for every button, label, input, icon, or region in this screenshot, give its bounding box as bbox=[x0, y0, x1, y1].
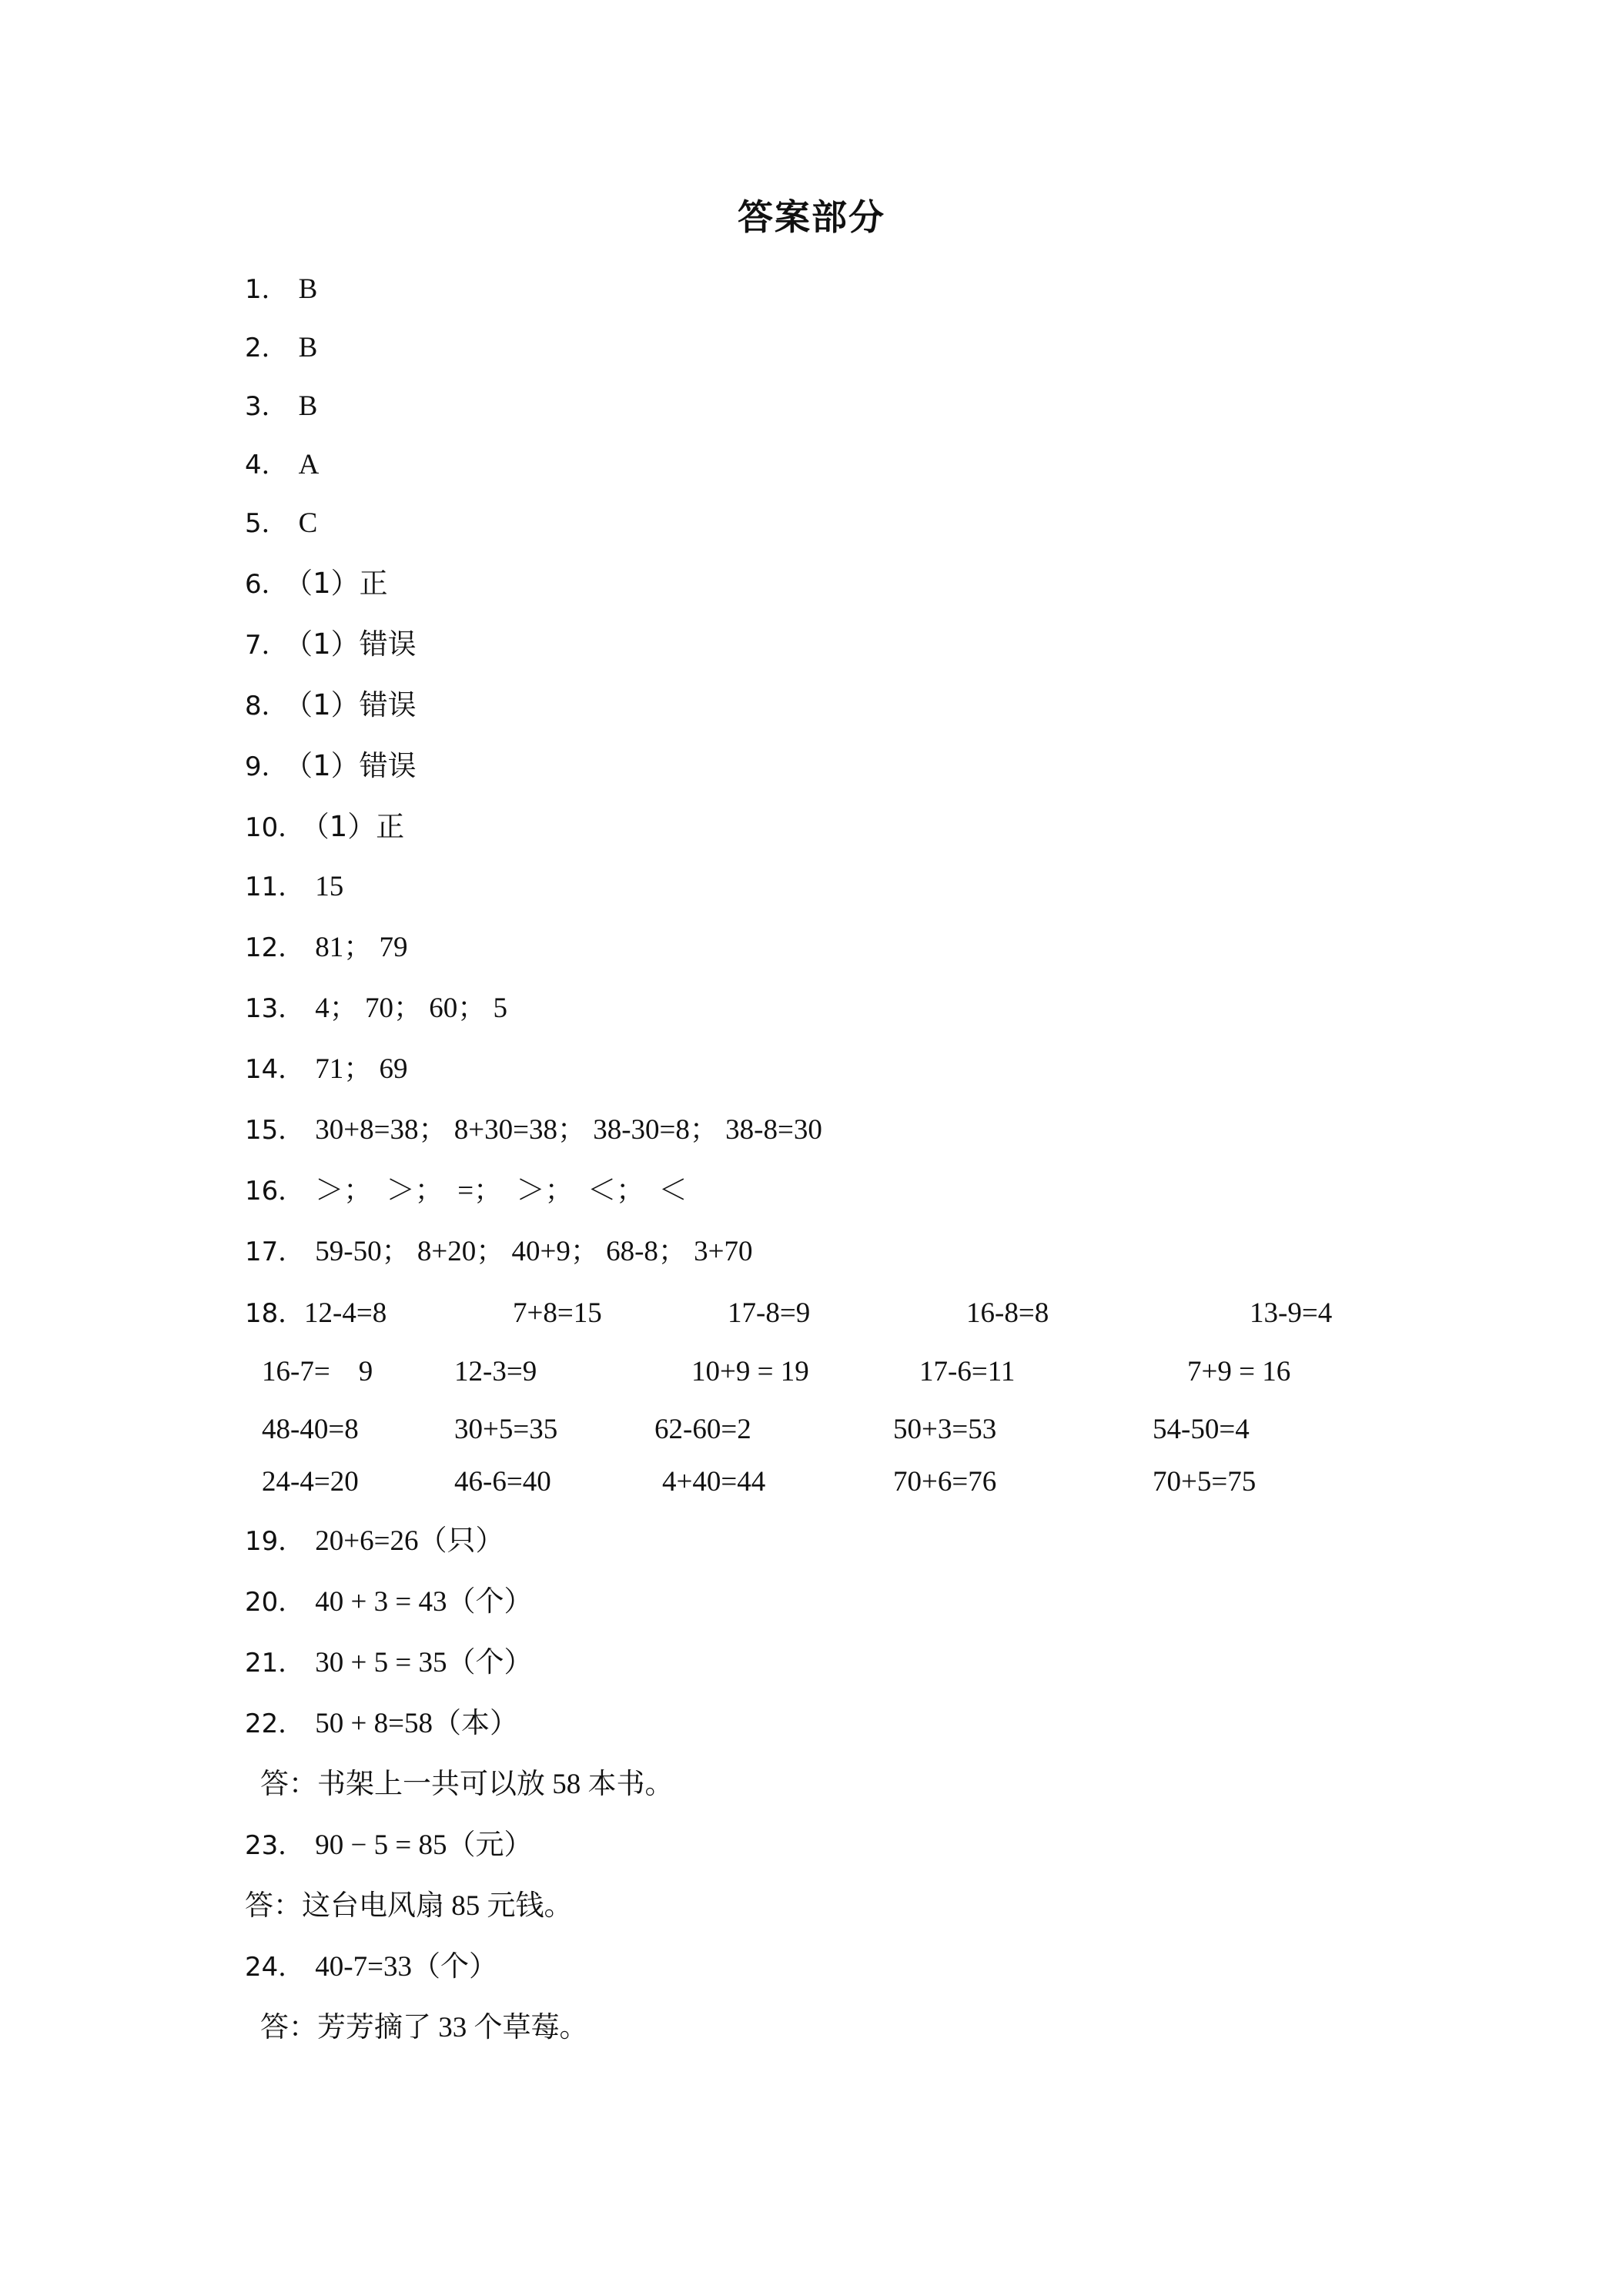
answer-number: 17． bbox=[245, 1237, 305, 1267]
grid-cell: 24-4=20 bbox=[262, 1466, 359, 1498]
answer-line bbox=[245, 1644, 533, 1682]
answer-line bbox=[245, 1705, 518, 1743]
answer-number: 11． bbox=[245, 872, 305, 902]
answer-line bbox=[245, 989, 507, 1028]
answer-line bbox=[245, 387, 317, 426]
answer-text: 90 − 5 = 85（元） bbox=[315, 1829, 533, 1861]
answer-line bbox=[245, 270, 317, 309]
answer-line bbox=[245, 868, 343, 906]
answer-number: 16． bbox=[245, 1176, 305, 1207]
answer-text: （1）错误 bbox=[298, 628, 417, 661]
grid-cell: 70+6=76 bbox=[893, 1466, 997, 1498]
answer-note bbox=[245, 1887, 573, 1926]
answer-line bbox=[245, 504, 317, 543]
answer-text: 30 + 5 = 35（个） bbox=[315, 1647, 533, 1678]
grid-cell: 13-9=4 bbox=[1250, 1297, 1333, 1329]
page-title: 答案部分 bbox=[738, 196, 885, 238]
grid-cell: 46-6=40 bbox=[454, 1466, 551, 1498]
grid-cell: 70+5=75 bbox=[1153, 1466, 1257, 1498]
answer-line bbox=[245, 808, 404, 847]
grid-cell: 7+8=15 bbox=[513, 1297, 602, 1329]
grid-cell: 17-6=11 bbox=[919, 1356, 1016, 1387]
answer-text: 71； 69 bbox=[315, 1053, 408, 1085]
answer-number: 19． bbox=[245, 1526, 305, 1557]
answer-line bbox=[245, 625, 417, 664]
answer-line bbox=[245, 1522, 504, 1561]
answer-number: 22． bbox=[245, 1709, 305, 1739]
answer-number: 24． bbox=[245, 1952, 305, 1983]
answer-text: 答：书架上一共可以放 58 本书。 bbox=[260, 1769, 674, 1800]
answer-line bbox=[245, 446, 319, 484]
answer-text: 答：这台电风扇 85 元钱。 bbox=[245, 1890, 573, 1922]
answer-text: B bbox=[298, 390, 318, 422]
answer-text: 50 + 8=58（本） bbox=[315, 1708, 518, 1739]
answer-line bbox=[245, 747, 417, 786]
answer-text: 20+6=26（只） bbox=[315, 1525, 504, 1557]
answer-number: 12． bbox=[245, 932, 305, 963]
grid-cell: 10+9 = 19 bbox=[691, 1356, 809, 1387]
answer-number: 13． bbox=[245, 993, 305, 1024]
q18-number: 18． bbox=[245, 1298, 305, 1329]
grid-cell: 30+5=35 bbox=[454, 1414, 558, 1445]
answer-number: 4． bbox=[245, 450, 288, 480]
answer-text: A bbox=[298, 449, 320, 480]
answer-line bbox=[245, 1111, 822, 1150]
answer-number: 9． bbox=[245, 751, 288, 782]
answer-line bbox=[245, 564, 388, 604]
answer-text: 4； 70； 60； 5 bbox=[315, 992, 508, 1024]
answer-line bbox=[245, 1050, 408, 1089]
answer-text: ＞； ＞； =； ＞； ＜； ＜ bbox=[315, 1175, 688, 1207]
answer-number: 21． bbox=[245, 1648, 305, 1678]
answer-text: 15 bbox=[315, 871, 344, 902]
answer-line bbox=[245, 329, 317, 367]
answer-note bbox=[260, 2009, 588, 2047]
answer-text: （1）错误 bbox=[298, 749, 417, 782]
answer-text: B bbox=[298, 332, 318, 363]
answer-number: 23． bbox=[245, 1830, 305, 1861]
answer-text: 81； 79 bbox=[315, 932, 408, 963]
answer-line bbox=[245, 1172, 688, 1210]
answer-number: 2． bbox=[245, 333, 288, 363]
grid-cell: 54-50=4 bbox=[1153, 1414, 1250, 1445]
answer-line bbox=[245, 929, 408, 967]
answer-text: 答：芳芳摘了 33 个草莓。 bbox=[260, 2012, 588, 2043]
answer-text: 59-50； 8+20； 40+9； 68-8； 3+70 bbox=[315, 1236, 753, 1267]
answer-number: 15． bbox=[245, 1115, 305, 1146]
grid-cell: 50+3=53 bbox=[893, 1414, 997, 1445]
answer-number: 6． bbox=[245, 569, 288, 600]
answer-number: 8． bbox=[245, 691, 288, 721]
answer-text: （1）正 bbox=[298, 567, 388, 600]
answer-number: 10． bbox=[245, 812, 305, 843]
grid-cell: 12-3=9 bbox=[454, 1356, 537, 1387]
answer-text: （1）错误 bbox=[298, 688, 417, 721]
answer-text: 40-7=33（个） bbox=[315, 1951, 497, 1983]
answer-number: 1． bbox=[245, 274, 288, 305]
answer-number: 20． bbox=[245, 1587, 305, 1618]
grid-cell: 4+40=44 bbox=[662, 1466, 766, 1498]
grid-cell: 16-8=8 bbox=[966, 1297, 1049, 1329]
answer-text: B bbox=[298, 273, 318, 305]
grid-cell: 16-7= 9 bbox=[262, 1356, 373, 1387]
grid-cell: 62-60=2 bbox=[654, 1414, 751, 1445]
grid-cell: 17-8=9 bbox=[728, 1297, 811, 1329]
answer-text: 30+8=38； 8+30=38； 38-30=8； 38-8=30 bbox=[315, 1114, 822, 1146]
answer-line bbox=[245, 686, 417, 725]
grid-cell: 12-4=8 bbox=[304, 1297, 387, 1329]
answer-number: 3． bbox=[245, 391, 288, 422]
answer-line bbox=[245, 1948, 497, 1986]
answer-number: 7． bbox=[245, 630, 288, 661]
answer-text: 40 + 3 = 43（个） bbox=[315, 1586, 533, 1618]
answer-line bbox=[245, 1583, 533, 1622]
answer-line bbox=[245, 1826, 533, 1865]
answer-number: 5． bbox=[245, 508, 288, 539]
answer-number: 14． bbox=[245, 1054, 305, 1085]
answer-text: C bbox=[298, 507, 318, 539]
answer-note bbox=[260, 1766, 674, 1804]
grid-cell: 48-40=8 bbox=[262, 1414, 359, 1445]
answer-line bbox=[245, 1233, 753, 1271]
grid-cell: 7+9 = 16 bbox=[1187, 1356, 1291, 1387]
answer-text: （1）正 bbox=[315, 810, 405, 843]
